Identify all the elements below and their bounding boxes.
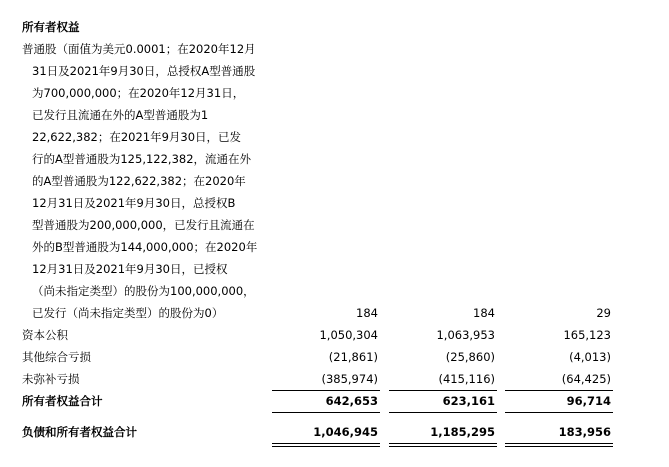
total-liab-equity-label: 负债和所有者权益合计: [22, 425, 137, 439]
desc-line: 普通股（面值为美元0.0001；在2020年12月: [22, 42, 256, 56]
deficit-label: 未弥补亏损: [22, 372, 80, 386]
total-equity-value-2020: 642,653: [325, 394, 378, 408]
subtotal-rule: [389, 390, 497, 391]
total-equity-value-usd: 96,714: [566, 394, 611, 408]
desc-line: 22,622,382；在2021年9月30日，已发: [32, 130, 242, 144]
total-rule: [272, 412, 380, 413]
total-equity-value-2021: 623,161: [442, 394, 495, 408]
common-stock-value-usd: 29: [596, 306, 611, 320]
subtotal-rule: [505, 390, 613, 391]
double-rule-top: [272, 443, 380, 444]
common-stock-value-2020: 184: [356, 306, 378, 320]
total-rule: [505, 412, 613, 413]
desc-line: 12月31日及2021年9月30日，已授权: [32, 262, 228, 276]
subtotal-rule: [272, 390, 380, 391]
apic-value-2020: 1,050,304: [319, 328, 378, 342]
double-rule-bottom: [272, 446, 380, 447]
total-liab-equity-value-usd: 183,956: [558, 425, 611, 439]
apic-label: 资本公积: [22, 328, 68, 342]
desc-line: 12月31日及2021年9月30日，总授权B: [32, 196, 236, 210]
desc-line: （尚未指定类型）的股份为100,000,000，: [32, 284, 255, 298]
desc-line: 行的A型普通股为125,122,382，流通在外: [32, 152, 252, 166]
apic-value-usd: 165,123: [563, 328, 611, 342]
double-rule-bottom: [389, 446, 497, 447]
double-rule-top: [389, 443, 497, 444]
deficit-value-2021: (415,116): [438, 372, 495, 386]
deficit-value-usd: (64,425): [561, 372, 611, 386]
total-liab-equity-value-2021: 1,185,295: [430, 425, 495, 439]
desc-line: 型普通股为200,000,000，已发行且流通在: [32, 218, 255, 232]
total-rule: [389, 412, 497, 413]
desc-line: 为700,000,000；在2020年12月31日，: [32, 86, 245, 100]
aoci-label: 其他综合亏损: [22, 350, 91, 364]
apic-value-2021: 1,063,953: [436, 328, 495, 342]
section-title: 所有者权益: [22, 20, 80, 34]
total-liab-equity-value-2020: 1,046,945: [313, 425, 378, 439]
desc-line: 已发行（尚未指定类型）的股份为0）: [32, 306, 224, 320]
common-stock-value-2021: 184: [473, 306, 495, 320]
aoci-value-2021: (25,860): [445, 350, 495, 364]
desc-line: 外的B型普通股为144,000,000；在2020年: [32, 240, 258, 254]
deficit-value-2020: (385,974): [321, 372, 378, 386]
aoci-value-2020: (21,861): [328, 350, 378, 364]
desc-line: 31日及2021年9月30日，总授权A型普通股: [32, 64, 256, 78]
aoci-value-usd: (4,013): [569, 350, 611, 364]
desc-line: 已发行且流通在外的A型普通股为1: [32, 108, 209, 122]
double-rule-top: [505, 443, 613, 444]
total-equity-label: 所有者权益合计: [22, 394, 103, 408]
double-rule-bottom: [505, 446, 613, 447]
desc-line: 的A型普通股为122,622,382；在2020年: [32, 174, 246, 188]
